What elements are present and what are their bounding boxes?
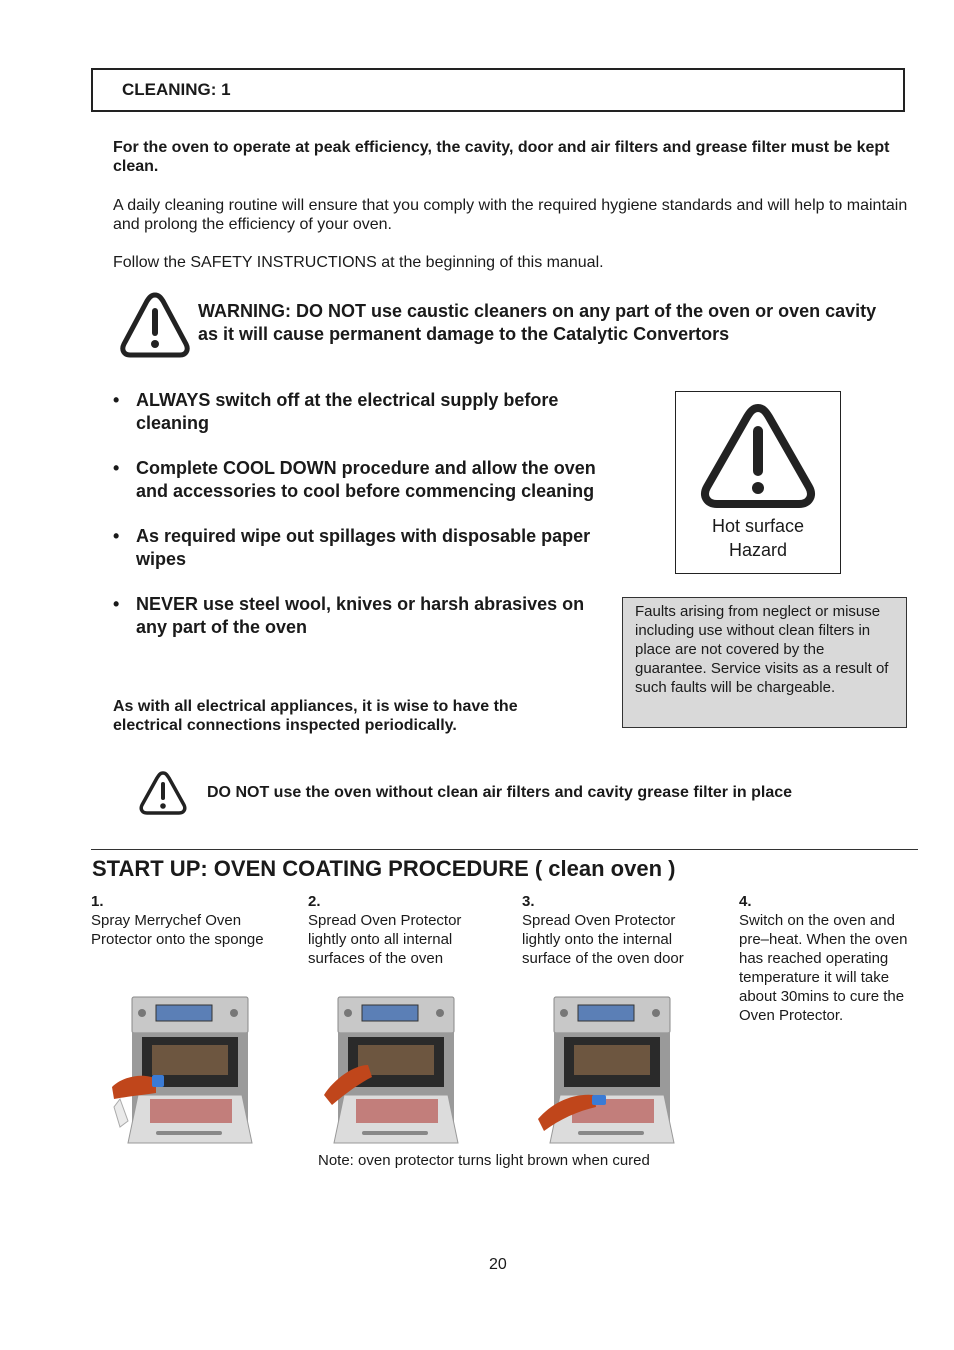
cleaning-rules-list [113, 389, 603, 661]
list-item: • NEVER use steel wool, knives or harsh abrasives on any part of the oven [113, 593, 603, 639]
guarantee-note-box: Faults arising from neglect or misuse including use without clean filters in place are not covered by the guarantee. Service visits as a result of such faults will be chargeable. [622, 597, 907, 728]
list-item: • Complete COOL DOWN procedure and allow the oven and accessories to cool before commencing cleaning [113, 457, 603, 503]
oven-spray-illustration [112, 995, 262, 1145]
electrical-inspection-note: As with all electrical appliances, it is wise to have the electrical connections inspected periodically. [113, 698, 518, 734]
step-1: 1. Spray Merrychef Oven Protector onto the sponge [91, 893, 264, 948]
step-4: 4. Switch on the oven and pre–heat. When the oven has reached operating temperature it will take about 30mins to cure the Oven Protector. [739, 893, 908, 1024]
list-item: • As required wipe out spillages with disposable paper wipes [113, 525, 603, 571]
oven-door-illustration [538, 995, 688, 1145]
warning-triangle-icon [118, 290, 192, 360]
step-3: 3. Spread Oven Protector lightly onto the internal surface of the oven door [522, 893, 684, 967]
filter-warning: DO NOT use the oven without clean air filters and cavity grease filter in place [207, 784, 793, 801]
page-title: CLEANING: 1 [122, 80, 231, 99]
step-2: 2. Spread Oven Protector lightly onto all internal surfaces of the oven [308, 893, 462, 967]
intro-bold-paragraph: For the oven to operate at peak efficiency, the cavity, door and air filters and grease filter must be kept clean. [113, 139, 890, 175]
section-divider [91, 849, 918, 850]
hot-surface-hazard-box [675, 391, 841, 574]
cure-note: Note: oven protector turns light brown when cured [318, 1152, 650, 1169]
list-item: • ALWAYS switch off at the electrical supply before cleaning [113, 389, 603, 435]
section-title: START UP: OVEN COATING PROCEDURE ( clean oven ) [92, 856, 676, 881]
caustic-cleaner-warning: WARNING: DO NOT use caustic cleaners on any part of the oven or oven cavity as it will cause permanent damage to the Catalytic Convertors [198, 301, 877, 344]
oven-internal-surfaces-illustration [324, 995, 474, 1145]
intro-paragraph: A daily cleaning routine will ensure that you comply with the required hygiene standards and will help to maintain and prolong the efficiency of your oven. [113, 197, 908, 233]
safety-instructions-note: Follow the SAFETY INSTRUCTIONS at the beginning of this manual. [113, 254, 604, 271]
page-number: 20 [489, 1256, 507, 1273]
hazard-label: Hot surface Hazard [711, 516, 805, 560]
warning-triangle-icon [138, 770, 188, 816]
warning-triangle-icon [698, 402, 818, 512]
